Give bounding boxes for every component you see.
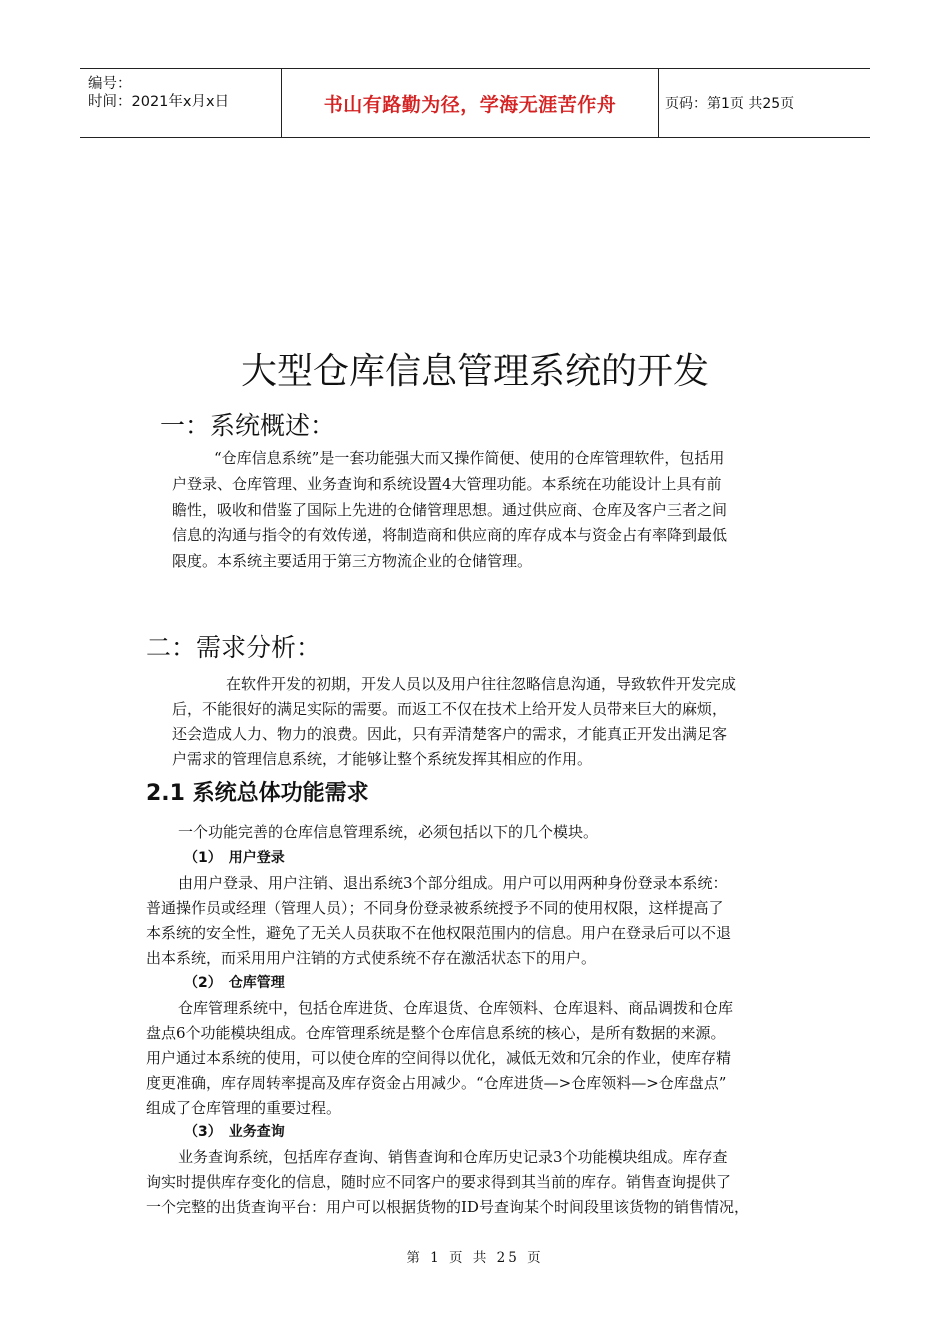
paragraph-line: 一个完整的出货查询平台：用户可以根据货物的ID号查询某个时间段里该货物的销售情况， bbox=[146, 1198, 749, 1216]
paragraph-line: 普通操作员或经理（管理人员）；不同身份登录被系统授予不同的使用权限，这样提高了 bbox=[146, 899, 724, 917]
document-title: 大型仓库信息管理系统的开发 bbox=[240, 351, 709, 392]
date-label: 时间：2021年x月x日 bbox=[88, 94, 230, 110]
paragraph-line: 后，不能很好的满足实际的需要。而返工不仅在技术上给开发人员带来巨大的麻烦， bbox=[172, 700, 728, 718]
paragraph-line: 本系统的安全性，避免了无关人员获取不在他权限范围内的信息。用户在登录后可以不退 bbox=[146, 924, 732, 942]
item-label: （1） 用户登录 bbox=[184, 850, 285, 866]
motto: 书山有路勤为径，学海无涯苦作舟 bbox=[323, 93, 617, 116]
paragraph-line: 一个功能完善的仓库信息管理系统，必须包括以下的几个模块。 bbox=[178, 823, 599, 841]
paragraph-line: 由用户登录、用户注销、退出系统3个部分组成。用户可以用两种身份登录本系统： bbox=[178, 874, 728, 892]
paragraph-line: 还会造成人力、物力的浪费。因此，只有弄清楚客户的需求，才能真正开发出满足客 bbox=[172, 725, 728, 743]
page-info: 页码：第1页 共25页 bbox=[665, 96, 795, 112]
header-motto-cell bbox=[282, 69, 658, 137]
paragraph-line: 在软件开发的初期，开发人员以及用户往往忽略信息沟通，导致软件开发完成 bbox=[226, 675, 737, 693]
section-heading: 一：系统概述： bbox=[160, 411, 336, 440]
paragraph-line: 仓库管理系统中，包括仓库进货、仓库退货、仓库领料、仓库退料、商品调拨和仓库 bbox=[178, 999, 734, 1017]
header-table bbox=[80, 68, 870, 138]
item-label: （2） 仓库管理 bbox=[184, 975, 285, 991]
serial-label: 编号： bbox=[88, 76, 132, 92]
header-divider bbox=[658, 69, 659, 137]
paragraph-line: 出本系统，而采用用户注销的方式使系统不存在激活状态下的用户。 bbox=[146, 949, 597, 967]
paragraph-line: 业务查询系统，包括库存查询、销售查询和仓库历史记录3个功能模块组成。库存查 bbox=[178, 1148, 728, 1166]
paragraph-line: “仓库信息系统”是一套功能强大而又操作简便、使用的仓库管理软件，包括用 bbox=[214, 449, 725, 467]
page-footer: 第 1 页 共 25 页 bbox=[406, 1250, 544, 1266]
paragraph-line: 用户通过本系统的使用，可以使仓库的空间得以优化，减低无效和冗余的作业，使库存精 bbox=[146, 1049, 732, 1067]
paragraph-line: 盘点6个功能模块组成。仓库管理系统是整个仓库信息系统的核心，是所有数据的来源。 bbox=[146, 1024, 726, 1042]
header-meta bbox=[80, 69, 281, 137]
paragraph-line: 限度。本系统主要适用于第三方物流企业的仓储管理。 bbox=[172, 552, 533, 570]
item-label: （3） 业务查询 bbox=[184, 1124, 285, 1140]
paragraph-line: 瞻性，吸收和借鉴了国际上先进的仓储管理思想。通过供应商、仓库及客户三者之间 bbox=[172, 501, 728, 519]
subsection-heading: 2.1 系统总体功能需求 bbox=[146, 781, 369, 806]
section-heading: 二：需求分析： bbox=[146, 633, 322, 662]
header-page-cell bbox=[665, 69, 794, 137]
paragraph-line: 户需求的管理信息系统，才能够让整个系统发挥其相应的作用。 bbox=[172, 750, 593, 768]
paragraph-line: 询实时提供库存变化的信息，随时应不同客户的要求得到其当前的库存。销售查询提供了 bbox=[146, 1173, 732, 1191]
paragraph-line: 度更准确，库存周转率提高及库存资金占用减少。“仓库进货—>仓库领料—>仓库盘点” bbox=[146, 1074, 727, 1092]
paragraph-line: 信息的沟通与指令的有效传递，将制造商和供应商的库存成本与资金占有率降到最低 bbox=[172, 526, 728, 544]
paragraph-line: 户登录、仓库管理、业务查询和系统设置4大管理功能。本系统在功能设计上具有前 bbox=[172, 475, 722, 493]
paragraph-line: 组成了仓库管理的重要过程。 bbox=[146, 1099, 342, 1117]
